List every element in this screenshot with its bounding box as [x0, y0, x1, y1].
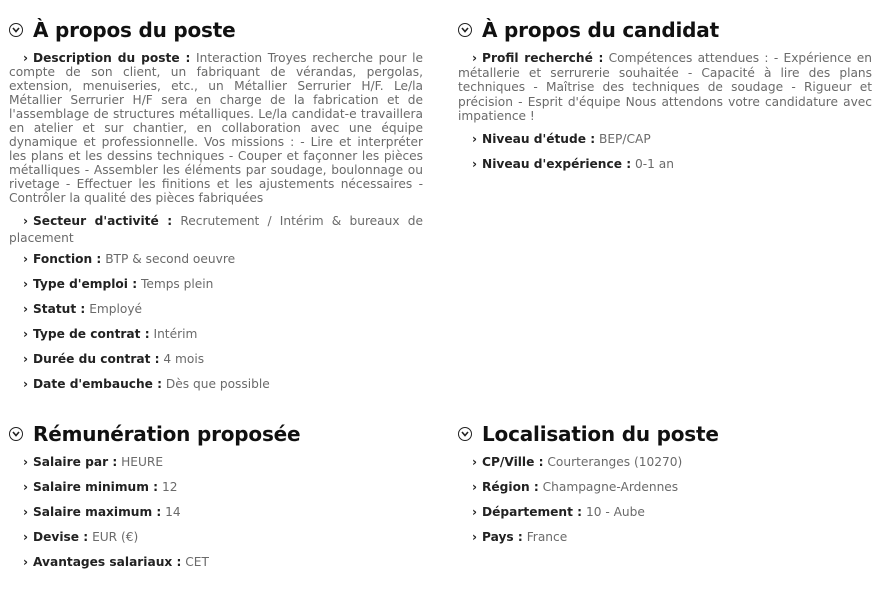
chevron-right-icon: › [23, 252, 29, 266]
chevron-down-icon[interactable] [458, 427, 472, 441]
section-about-candidate [458, 16, 872, 182]
chevron-right-icon: › [23, 327, 29, 341]
item-label: Niveau d'expérience : [482, 156, 632, 171]
item-value: Intérim [153, 327, 198, 341]
item-label: Salaire minimum : [33, 480, 159, 494]
chevron-right-icon: › [23, 277, 29, 291]
chevron-right-icon: › [23, 530, 29, 544]
chevron-right-icon: › [23, 505, 29, 519]
item-label: Niveau d'étude : [482, 131, 596, 146]
list-item-function [9, 252, 423, 266]
chevron-down-icon[interactable] [9, 427, 23, 441]
item-value: Temps plein [140, 277, 214, 291]
list-item-country [458, 530, 872, 544]
chevron-right-icon: › [23, 555, 29, 569]
item-value: 12 [161, 480, 178, 494]
item-label: Avantages salariaux : [33, 555, 182, 569]
section-header[interactable] [9, 420, 423, 448]
item-value: Recrutement / Intérim & bureaux de placement [9, 214, 423, 245]
section-title: À propos du candidat [482, 18, 719, 42]
chevron-right-icon: › [23, 455, 29, 469]
list-item-contract-duration [9, 352, 423, 366]
item-label: Statut : [33, 302, 86, 316]
item-label: Secteur d'activité : [33, 214, 173, 228]
item-value: 14 [165, 505, 181, 519]
chevron-right-icon: › [472, 131, 478, 146]
list-item-region [458, 480, 872, 494]
item-label: Région : [482, 480, 539, 494]
list-item-currency [9, 530, 423, 544]
detail-list [9, 455, 423, 569]
section-title: Rémunération proposée [33, 422, 301, 446]
list-item-status [9, 302, 423, 316]
list-item-profile [458, 51, 872, 124]
chevron-down-icon[interactable] [458, 23, 472, 37]
item-value: Champagne-Ardennes [542, 480, 679, 494]
item-value: France [526, 530, 568, 544]
item-label: CP/Ville : [482, 455, 544, 469]
list-item-experience-level [458, 157, 872, 171]
item-value: BEP/CAP [598, 131, 651, 146]
chevron-right-icon: › [23, 377, 29, 391]
item-value: HEURE [121, 455, 164, 469]
list-item-hire-date [9, 377, 423, 391]
item-label: Type d'emploi : [33, 277, 138, 291]
chevron-down-icon[interactable] [9, 23, 23, 37]
chevron-right-icon: › [472, 505, 478, 519]
chevron-right-icon: › [472, 156, 478, 171]
item-value: BTP & second oeuvre [105, 252, 236, 266]
list-item-salary-per [9, 455, 423, 469]
chevron-right-icon: › [23, 480, 29, 494]
chevron-right-icon: › [472, 480, 478, 494]
item-value: Compétences attendues : - Expérience en métallerie et serrurerie souhaitée - Capacité à lire des plans techniques - Maîtrise des techniques de soudage - Rigueur et précision - Esprit d'équipe Nous attendons votre candidature avec impatience ! [458, 51, 872, 123]
list-item-education-level [458, 132, 872, 146]
list-item-employment-type [9, 277, 423, 291]
chevron-right-icon: › [23, 302, 29, 316]
list-item-benefits [9, 555, 423, 569]
item-value: CET [185, 555, 209, 569]
item-value: 0-1 an [634, 156, 674, 171]
item-label: Type de contrat : [33, 327, 150, 341]
item-value: Interaction Troyes recherche pour le compte de son client, un fabriquant de vérandas, pergolas, extension, menuiseries, etc., un Métallier Serrurier H/F. Le/la Métallier Serrurier H/F sera en charge de la fabrication et de l'assemblage de structures métalliques. Le/la candidat-e travaillera en atelier et sur chantier, en collaboration avec une équipe dynamique et professionnelle. Vos missions : - Lire et interpréter les plans et les dessins techniques - Couper et façonner les pièces métalliques - Assembler les éléments par soudage, boulonnage ou rivetage - Effectuer les finitions et les ajustements nécessaires - Contrôler la qualité des pièces fabriquées [9, 51, 424, 205]
section-header[interactable] [458, 420, 872, 448]
item-label: Profil recherché : [482, 51, 604, 65]
item-label: Salaire par : [33, 455, 118, 469]
item-value: 4 mois [163, 352, 205, 366]
item-label: Durée du contrat : [33, 352, 160, 366]
list-item-salary-max [9, 505, 423, 519]
item-label: Salaire maximum : [33, 505, 162, 519]
section-title: Localisation du poste [482, 422, 719, 446]
list-item-contract-type [9, 327, 423, 341]
item-label: Département : [482, 505, 583, 519]
list-item-salary-min [9, 480, 423, 494]
chevron-right-icon: › [23, 214, 29, 228]
list-item-sector [9, 213, 423, 247]
item-label: Devise : [33, 530, 89, 544]
section-location [458, 420, 872, 555]
chevron-right-icon: › [23, 352, 29, 366]
section-header[interactable] [458, 16, 872, 44]
item-label: Fonction : [33, 252, 102, 266]
section-about-job [9, 16, 423, 402]
detail-list [9, 51, 423, 391]
item-value: Dès que possible [165, 377, 270, 391]
list-item-department [458, 505, 872, 519]
chevron-right-icon: › [472, 455, 478, 469]
item-label: Description du poste : [33, 51, 191, 65]
chevron-right-icon: › [472, 530, 478, 544]
chevron-right-icon: › [23, 51, 29, 65]
section-header[interactable] [9, 16, 423, 44]
detail-list [458, 51, 872, 171]
item-value: Courteranges (10270) [547, 455, 683, 469]
item-value: Employé [89, 302, 143, 316]
item-value: 10 - Aube [585, 505, 645, 519]
list-item-description [9, 51, 423, 205]
item-value: EUR (€) [92, 530, 139, 544]
item-label: Date d'embauche : [33, 377, 163, 391]
detail-list [458, 455, 872, 544]
chevron-right-icon: › [472, 51, 478, 65]
section-title: À propos du poste [33, 18, 236, 42]
list-item-city [458, 455, 872, 469]
section-salary [9, 420, 423, 580]
item-label: Pays : [482, 530, 523, 544]
